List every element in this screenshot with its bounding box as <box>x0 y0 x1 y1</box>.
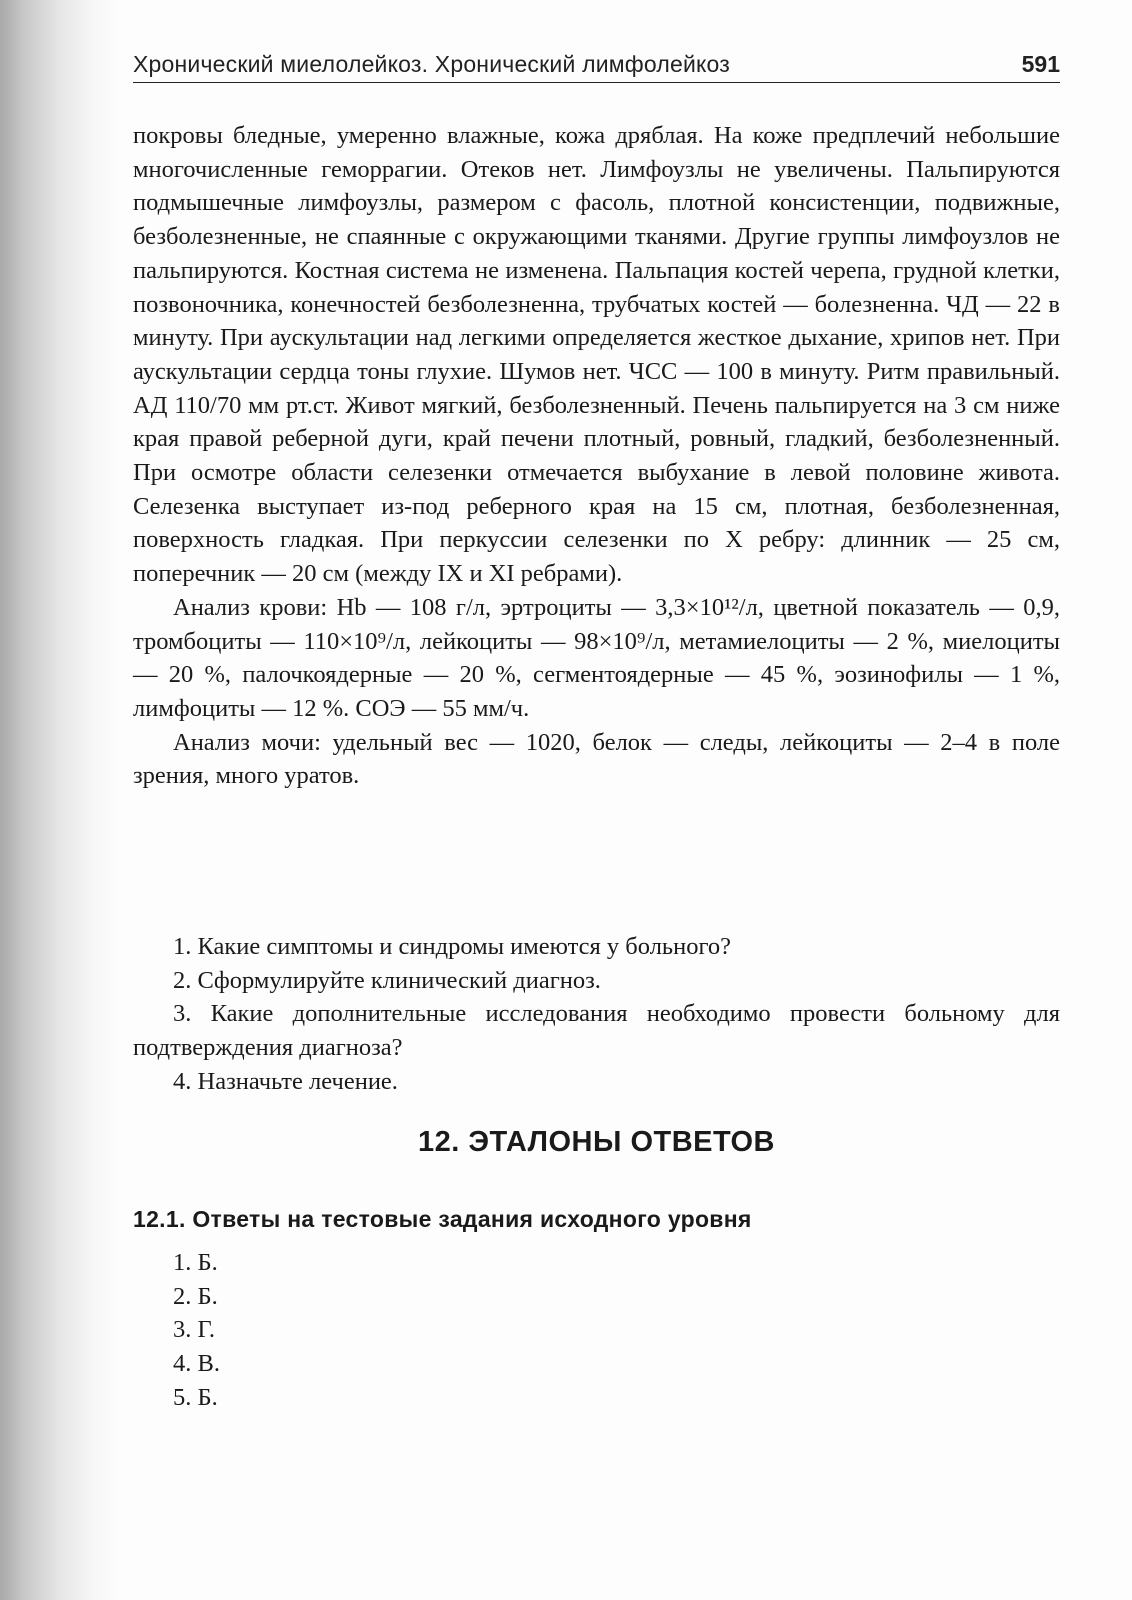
answer-item: 4. В. <box>173 1350 220 1378</box>
question-item: 4. Назначьте лечение. <box>173 1067 398 1095</box>
answer-list <box>173 1246 220 1415</box>
running-header <box>133 46 1060 83</box>
question-item: 3. Какие дополнительные исследования необходимо провести больному для подтверждения диагноза? <box>133 1000 1060 1062</box>
running-header-title: Хронический миелолейкоз. Хронический лимфолейкоз <box>133 51 731 77</box>
paragraph-examination: покровы бледные, умеренно влажные, кожа дряблая. На коже предплечий небольшие многочисленные геморрагии. Отеков нет. Лимфоузлы не увеличены. Пальпируются подмышечные лимфоузлы, размером с фасоль, плотной консистенции, подвижные, безболезненные, не спаянные с окружающими тканями. Другие группы лимфоузлов не пальпируются. Костная система не изменена. Пальпация костей черепа, грудной клетки, позвоночника, конечностей безболезненна, трубчатых костей — болезненна. ЧД — 22 в минуту. При аускультации над легкими определяется жесткое дыхание, хрипов нет. При аускультации сердца тоны глухие. Шумов нет. ЧСС — 100 в минуту. Ритм правильный. АД 110/70 мм рт.ст. Живот мягкий, безболезненный. Печень пальпируется на 3 см ниже края правой реберной дуги, край печени плотный, ровный, гладкий, безболезненный. При осмотре области селезенки отмечается выбухание в левой половине живота. Селезенка выступает из-под реберного края на 15 см, плотная, безболезненная, поверхность гладкая. При перкуссии селезенки по X ребру: длинник — 25 см, поперечник — 20 см (между IX и XI ребрами). <box>133 122 1060 588</box>
book-page <box>133 0 1060 1600</box>
question-list <box>133 930 1060 1099</box>
answer-item: 2. Б. <box>173 1282 218 1310</box>
section-heading: 12. ЭТАЛОНЫ ОТВЕТОВ <box>417 1126 776 1158</box>
answer-item: 1. Б. <box>173 1249 218 1276</box>
answer-item: 5. Б. <box>173 1383 218 1411</box>
page-number: 591 <box>1021 51 1060 77</box>
question-item: 2. Сформулируйте клинический диагноз. <box>173 966 601 994</box>
answer-item: 3. Г. <box>173 1316 216 1344</box>
page-binding-shadow <box>0 0 120 1600</box>
question-item: 1. Какие симптомы и синдромы имеются у больного? <box>173 933 732 960</box>
subsection-heading: 12.1. Ответы на тестовые задания исходного уровня <box>133 1206 752 1232</box>
paragraph-urine-test: Анализ мочи: удельный вес — 1020, белок — следы, лейкоциты — 2–4 в поле зрения, много уратов. <box>133 728 1060 790</box>
case-description <box>133 119 1060 793</box>
paragraph-blood-test: Анализ крови: Hb — 108 г/л, эртроциты — 3,3×10¹²/л, цветной показатель — 0,9, тромбоциты — 110×10⁹/л, лейкоциты — 98×10⁹/л, метамиелоциты — 2 %, миелоциты — 20 %, палочкоядерные — 20 %, сегментоядерные — 45 %, эозинофилы — 1 %, лимфоциты — 12 %. СОЭ — 55 мм/ч. <box>133 593 1060 722</box>
